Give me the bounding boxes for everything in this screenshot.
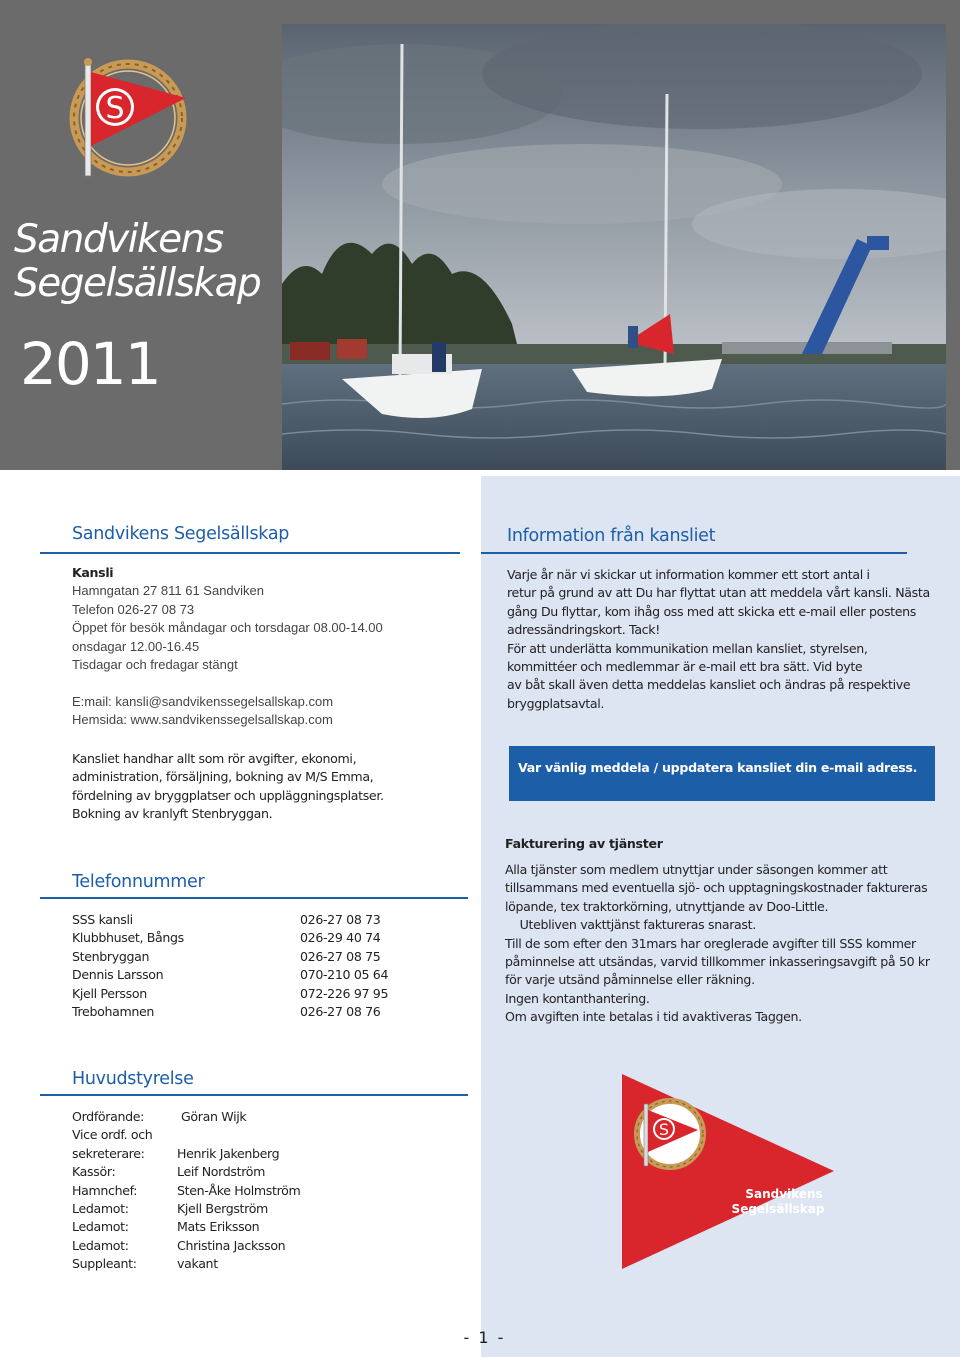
- billing-line: Utebliven vakttjänst faktureras snarast.: [505, 917, 756, 933]
- phone-number: 026-29 40 74: [300, 930, 381, 946]
- info-line: retur på grund av att Du har flyttat utan att meddela vårt kansli. Nästa: [507, 585, 930, 601]
- board-person: Leif Nordström: [177, 1164, 266, 1180]
- info-line: adressändringskort. Tack!: [507, 622, 660, 638]
- phone-row: [72, 985, 388, 1003]
- description-line: Bokning av kranlyft Stenbryggan.: [72, 806, 273, 822]
- board-role: Hamnchef:: [72, 1182, 138, 1198]
- phone-line: Telefon 026-27 08 73: [72, 601, 195, 617]
- board-row: [72, 1145, 300, 1163]
- phone-number: 026-27 08 76: [300, 1004, 381, 1020]
- contact-links: [72, 693, 333, 730]
- email-link[interactable]: E:mail: kansli@sandvikenssegelsallskap.com: [72, 694, 334, 709]
- phone-name: Dennis Larsson: [72, 967, 164, 983]
- flag-text-line1: Sandvikens: [745, 1187, 823, 1201]
- billing-line: Alla tjänster som medlem utnyttjar under säsongen kommer att: [505, 862, 888, 877]
- board-person: Göran Wijk: [181, 1109, 247, 1124]
- phone-number: 026-27 08 73: [300, 912, 381, 927]
- kansli-title: Kansli: [72, 565, 114, 580]
- phone-number: 072-226 97 95: [300, 985, 389, 1001]
- billing-line: påminnelse att utsändas, varvid tillkommer inkasseringsavgift på 50 kr: [505, 954, 930, 970]
- address-line: Hamngatan 27 811 61 Sandviken: [72, 583, 265, 599]
- board-row: [72, 1108, 300, 1126]
- board-role: Ledamot:: [72, 1219, 129, 1235]
- info-line: kommittéer och medlemmar är e-mail ett bra sätt. Vid byte: [507, 659, 863, 675]
- billing-line: Om avgiften inte betalas i tid avaktiveras Taggen.: [505, 1009, 802, 1025]
- club-burgee-flag: [622, 1074, 834, 1269]
- kansli-address: [72, 564, 383, 674]
- board-person: Henrik Jakenberg: [177, 1145, 280, 1161]
- board-heading: Huvudstyrelse: [72, 1069, 194, 1089]
- board-role: Kassör:: [72, 1164, 116, 1180]
- board-role: sekreterare:: [72, 1145, 145, 1161]
- phone-row: [72, 966, 388, 984]
- kansli-description: [72, 750, 384, 824]
- board-row: [72, 1255, 300, 1273]
- board-role: Ordförande:: [72, 1109, 145, 1124]
- phone-name: Trebohamnen: [72, 1004, 155, 1020]
- info-line: av båt skall även detta meddelas kansliet och ändras på respektive: [507, 677, 911, 693]
- board-role: Vice ordf. och: [72, 1127, 153, 1143]
- billing-line: Ingen kontanthantering.: [505, 990, 650, 1006]
- board-row: [72, 1182, 300, 1200]
- description-line: Kansliet handhar allt som rör avgifter, ekonomi,: [72, 751, 357, 766]
- info-line: Varje år när vi skickar ut information kommer ett stort antal i: [507, 567, 870, 582]
- phone-number: 070-210 05 64: [300, 967, 389, 983]
- billing-line: Till de som efter den 31mars har oreglerade avgifter till SSS kommer: [505, 935, 916, 951]
- cover-header: [0, 0, 960, 470]
- info-heading: Information från kansliet: [507, 526, 716, 546]
- club-section-rule: [40, 552, 460, 554]
- phones-heading: Telefonnummer: [72, 872, 205, 892]
- page-number: - 1 -: [463, 1328, 506, 1347]
- info-line: gång Du flyttar, kom ihåg oss med att skicka ett e-mail eller postens: [507, 603, 916, 619]
- board-row: [72, 1237, 300, 1255]
- board-rule: [40, 1094, 468, 1096]
- phone-row: [72, 1003, 388, 1021]
- club-section-heading: Sandvikens Segelsällskap: [72, 524, 290, 544]
- board-role: Ledamot:: [72, 1237, 129, 1253]
- billing-line: tillsammans med eventuella sjö- och upptagningskostnader faktureras: [505, 880, 928, 896]
- phones-rule: [40, 897, 468, 899]
- billing-line: löpande, tex traktorkörning, utnyttjande av Doo-Little.: [505, 898, 829, 914]
- flag-text-line2: Segelsällskap: [731, 1202, 825, 1216]
- board-row: [72, 1218, 300, 1236]
- board-person: Christina Jacksson: [177, 1237, 286, 1253]
- phone-row: [72, 929, 388, 947]
- info-rule: [481, 552, 907, 554]
- description-line: administration, försäljning, bokning av M/S Emma,: [72, 769, 374, 785]
- sailboats-photo: [282, 24, 946, 470]
- board-person: Sten-Åke Holmström: [177, 1182, 301, 1198]
- board-row: [72, 1126, 300, 1144]
- info-line: För att underlätta kommunikation mellan kansliet, styrelsen,: [507, 640, 868, 656]
- info-text: [507, 566, 930, 713]
- club-title: Sandvikens Segelsällskap: [14, 217, 261, 306]
- board-role: Ledamot:: [72, 1201, 129, 1217]
- phone-name: Stenbryggan: [72, 948, 150, 964]
- description-line: fördelning av bryggplatser och uppläggningsplatser.: [72, 787, 384, 803]
- phone-name: Kjell Persson: [72, 985, 147, 1001]
- phone-name: Klubbhuset, Bångs: [72, 930, 184, 946]
- year-title: 2011: [20, 330, 160, 398]
- club-logo: [58, 56, 198, 181]
- board-person: Mats Eriksson: [177, 1219, 260, 1235]
- phone-row: [72, 911, 388, 929]
- board-person: vakant: [177, 1256, 218, 1272]
- flag-logo-letter: S: [658, 1120, 670, 1139]
- logo-letter: S: [105, 91, 125, 126]
- board-row: [72, 1163, 300, 1181]
- hours-line: Öppet för besök måndagar och torsdagar 08.00-14.00: [72, 620, 383, 636]
- board-person: Kjell Bergström: [177, 1201, 268, 1217]
- email-update-notice: Var vänlig meddela / uppdatera kansliet din e-mail adress.: [509, 746, 935, 801]
- board-role: Suppleant:: [72, 1256, 137, 1272]
- phone-table: [72, 911, 388, 1021]
- board-table: [72, 1108, 300, 1274]
- hours-line: onsdagar 12.00-16.45: [72, 638, 200, 654]
- homepage-link[interactable]: Hemsida: www.sandvikenssegelsallskap.com: [72, 712, 333, 728]
- billing-text: [505, 861, 930, 1027]
- board-row: [72, 1200, 300, 1218]
- info-line: bryggplatsavtal.: [507, 695, 605, 711]
- phone-number: 026-27 08 75: [300, 948, 381, 964]
- phone-row: [72, 948, 388, 966]
- phone-name: SSS kansli: [72, 912, 133, 927]
- closed-line: Tisdagar och fredagar stängt: [72, 657, 238, 673]
- billing-line: för varje utsänd påminnelse eller räkning.: [505, 972, 755, 988]
- billing-heading: Fakturering av tjänster: [505, 836, 663, 851]
